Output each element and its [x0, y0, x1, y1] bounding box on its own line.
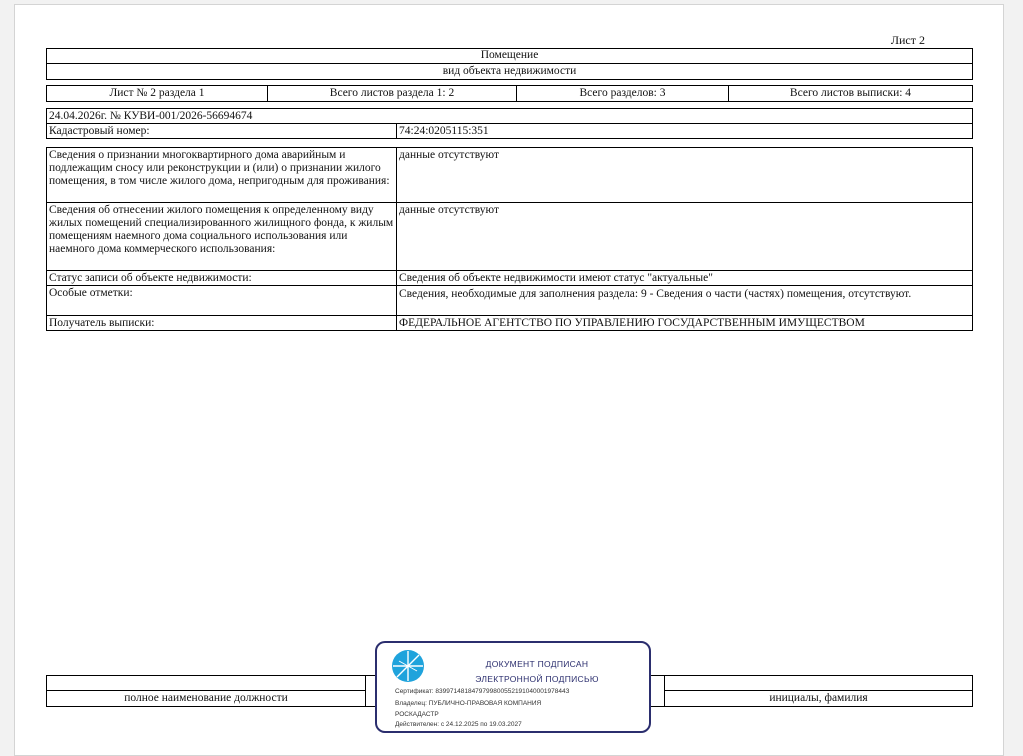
object-type-cell	[46, 48, 973, 64]
row-label: Получатель выписки:	[46, 315, 397, 331]
info-sheet-of-section: Лист № 2 раздела 1	[46, 85, 268, 102]
document-page	[14, 4, 1004, 756]
object-type: Помещение	[480, 49, 539, 61]
row-label: Сведения о признании многоквартирного дома аварийным и подлежащим сносу или реконструкции и (или) о признании жилого помещения, в том числе жилого дома, непригодным для проживания:	[46, 147, 397, 203]
row-label: Сведения об отнесении жилого помещения к определенному виду жилых помещений специализированного жилищного фонда, к жилым помещениям наемного дома социального использования или наемного дома коммерческого использования:	[46, 202, 397, 271]
stamp-validity: Действителен: с 24.12.2025 по 19.03.2027	[395, 721, 522, 728]
row-label: Статус записи об объекте недвижимости:	[46, 270, 397, 286]
info-total-section-sheets: Всего листов раздела 1: 2	[267, 85, 517, 102]
stamp-certificate: Сертификат: 839971481847979980055219104000197844З	[395, 688, 570, 695]
extract-number: 24.04.2026г. № КУВИ-001/2026-56694674	[46, 108, 973, 124]
info-table	[46, 147, 973, 331]
row-value: ФЕДЕРАЛЬНОЕ АГЕНТСТВО ПО УПРАВЛЕНИЮ ГОСУДАРСТВЕННЫМ ИМУЩЕСТВОМ	[396, 315, 973, 331]
row-value: данные отсутствуют	[396, 147, 973, 203]
row-value: Сведения, необходимые для заполнения раздела: 9 - Сведения о части (частях) помещения, отсутствуют.	[396, 285, 973, 316]
row-value: Сведения об объекте недвижимости имеют статус "актуальные"	[396, 270, 973, 286]
stamp-owner-line2: РОСКАДАСТР	[395, 711, 439, 718]
object-caption: вид объекта недвижимости	[442, 65, 577, 77]
signature-position-caption: полное наименование должности	[46, 690, 366, 707]
rosreestr-logo-icon	[391, 649, 425, 683]
sheet-number: Лист 2	[890, 33, 925, 47]
stamp-owner-line1: Владелец: ПУБЛИЧНО-ПРАВОВАЯ КОМПАНИЯ	[395, 700, 542, 707]
table-row	[46, 202, 973, 271]
cadastral-value: 74:24:0205115:351	[396, 123, 973, 139]
signature-position-line	[46, 675, 366, 691]
signature-name-line	[664, 675, 973, 691]
electronic-signature-stamp	[375, 641, 651, 733]
stamp-title-line2: ЭЛЕКТРОННОЙ ПОДПИСЬЮ	[475, 674, 599, 684]
stamp-title-line1: ДОКУМЕНТ ПОДПИСАН	[485, 659, 589, 669]
info-total-sections: Всего разделов: 3	[516, 85, 729, 102]
table-row	[46, 315, 973, 331]
table-row	[46, 285, 973, 316]
row-value: данные отсутствуют	[396, 202, 973, 271]
row-label: Особые отметки:	[46, 285, 397, 316]
info-total-extract-sheets: Всего листов выписки: 4	[728, 85, 973, 102]
table-row	[46, 270, 973, 286]
cadastral-label: Кадастровый номер:	[46, 123, 397, 139]
signature-name-caption: инициалы, фамилия	[664, 690, 973, 707]
table-row	[46, 147, 973, 203]
object-caption-cell	[46, 63, 973, 80]
